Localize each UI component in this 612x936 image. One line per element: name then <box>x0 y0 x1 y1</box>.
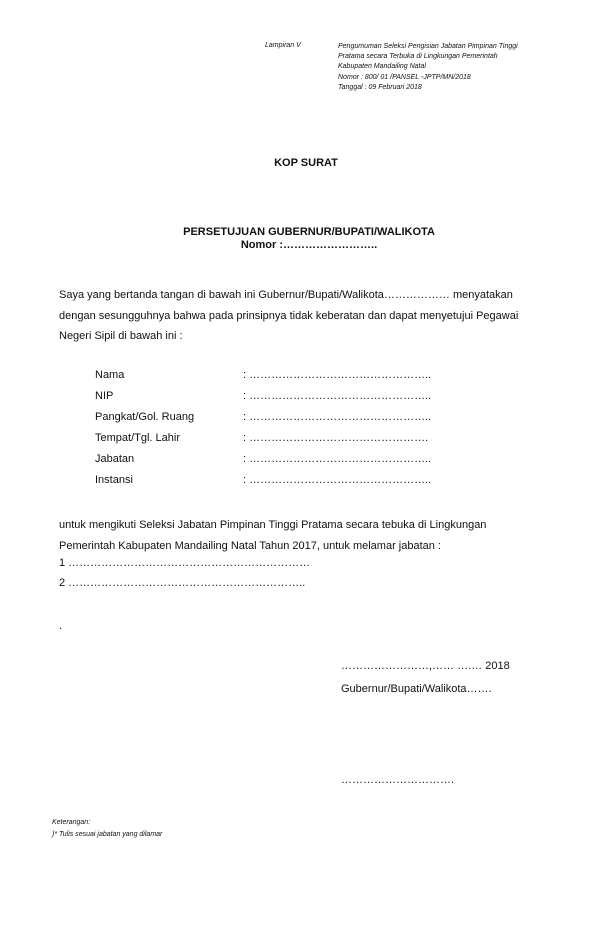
field-label-instansi: Instansi <box>95 474 133 486</box>
letterhead-placeholder: KOP SURAT <box>274 157 338 169</box>
position-option-1: 1 ………………………………………………………… <box>59 557 311 569</box>
field-label-nama: Nama <box>95 369 125 381</box>
intro-line: dengan sesungguhnya bahwa pada prinsipnya tidak keberatan dan dapat menyetujui Pegawai <box>59 309 519 322</box>
field-label-nip: NIP <box>95 390 114 402</box>
closing-line: untuk mengikuti Seleksi Jabatan Pimpinan Tinggi Pratama secara tebuka di Lingkungan <box>59 519 487 531</box>
field-value-instansi: : ………………………………………….. <box>243 474 432 486</box>
trailing-dot: . <box>59 620 63 632</box>
signature-name-line: …………………………. <box>341 774 455 786</box>
intro-line: Negeri Sipil di bawah ini : <box>59 330 183 342</box>
intro-paragraph <box>59 285 561 347</box>
closing-paragraph <box>59 515 561 556</box>
signature-date: ……………………,…… ….… 2018 <box>341 660 510 672</box>
position-option-2: 2 ……………………………………………………….. <box>59 577 306 589</box>
field-value-pangkat: : ………………………………………….. <box>243 411 432 423</box>
attachment-line: Nomor : 800/ 01 /PANSEL -JPTP/MN/2018 <box>338 73 471 81</box>
field-value-tempat-lahir: : …………………………………………. <box>243 432 429 444</box>
attachment-label: Lampiran V <box>265 42 301 49</box>
intro-line: Saya yang bertanda tangan di bawah ini Gubernur/Bupati/Walikota……………… menyatakan <box>59 289 513 301</box>
field-value-nama: : ………………………………………….. <box>243 369 432 381</box>
field-label-pangkat: Pangkat/Gol. Ruang <box>95 411 195 423</box>
field-value-nip: : ………………………………………….. <box>243 390 432 402</box>
attachment-line: Pengumuman Seleksi Pengisian Jabatan Pimpinan Tinggi <box>338 43 518 50</box>
attachment-line: Tanggal : 09 Februari 2018 <box>338 83 422 91</box>
closing-line: Pemerintah Kabupaten Mandailing Natal Tahun 2017, untuk melamar jabatan : <box>59 539 441 552</box>
attachment-reference <box>338 42 518 93</box>
document-title: PERSETUJUAN GUBERNUR/BUPATI/WALIKOTA <box>183 226 435 238</box>
field-label-jabatan: Jabatan <box>95 453 135 465</box>
notes-label: Keterangan: <box>52 819 91 826</box>
signature-role: Gubernur/Bupati/Walikota……. <box>341 683 492 695</box>
field-value-jabatan: : ………………………………………….. <box>243 453 432 465</box>
notes-text: )* Tulis sesuai jabatan yang dilamar <box>52 831 163 838</box>
attachment-line: Kabupaten Mandailing Natal <box>338 63 426 71</box>
attachment-line: Pratama secara Terbuka di Lingkungan Pemerintah <box>338 53 498 61</box>
field-label-tempat-lahir: Tempat/Tgl. Lahir <box>95 432 180 444</box>
document-number: Nomor :…………………….. <box>240 239 378 251</box>
